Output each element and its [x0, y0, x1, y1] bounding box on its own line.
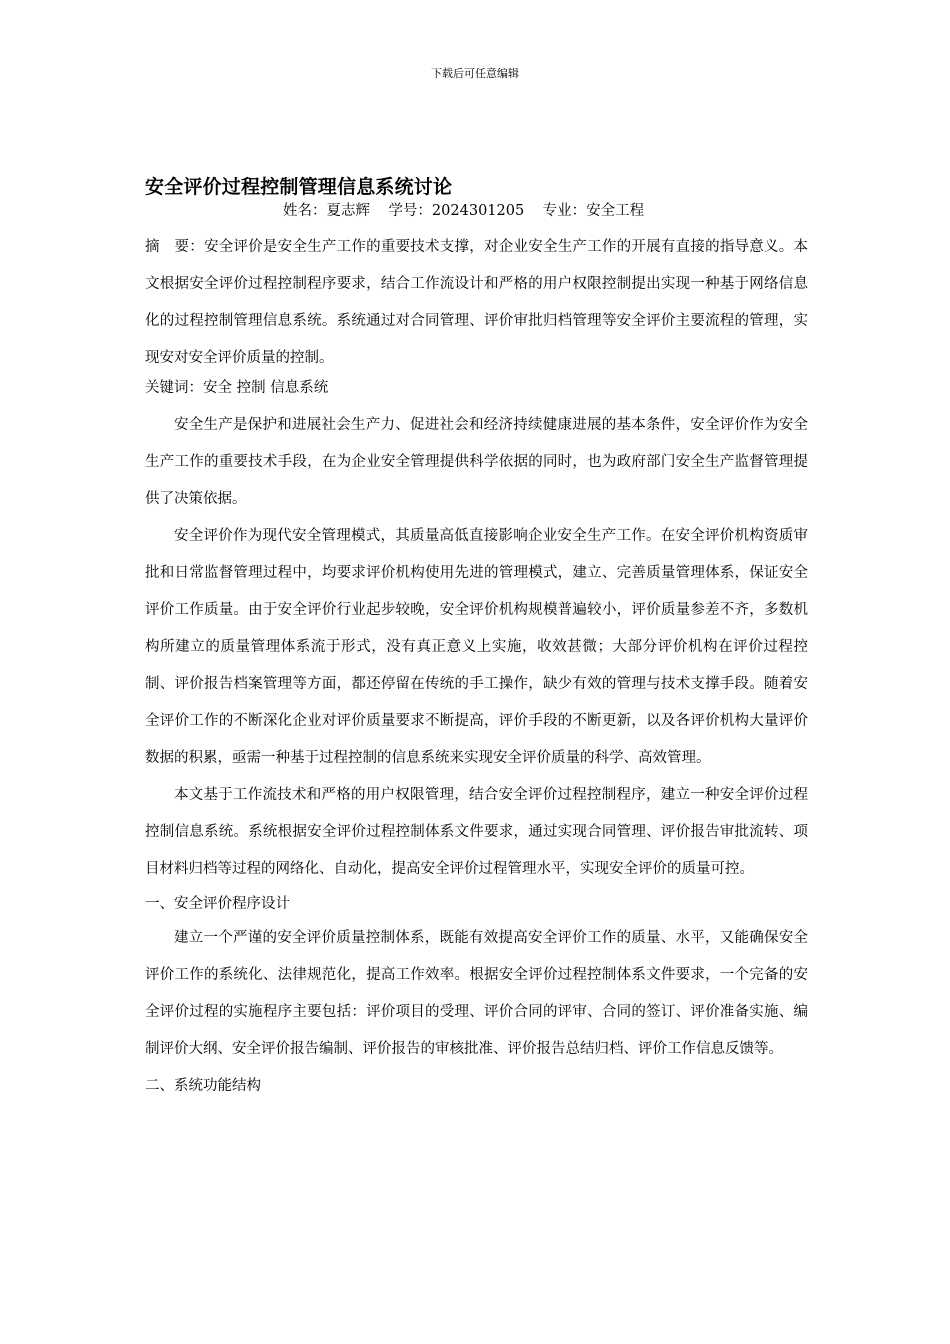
section-heading-1: 一、安全评价程序设计 [145, 896, 290, 912]
abstract-label: 摘 要： [145, 239, 204, 255]
author-line [283, 201, 644, 221]
body-paragraph-3: 本文基于工作流技术和严格的用户权限管理，结合安全评价过程控制程序，建立一种安全评价过程控制信息系统。系统根据安全评价过程控制体系文件要求，通过实现合同管理、评价报告审批流转、项目材料归档等过程的网络化、自动化，提高安全评价过程管理水平，实现安全评价的质量可控。 [145, 787, 808, 877]
body-paragraph-2: 安全评价作为现代安全管理模式，其质量高低直接影响企业安全生产工作。在安全评价机构资质审批和日常监督管理过程中，均要求评价机构使用先进的管理模式，建立、完善质量管理体系，保证安全评价工作质量。由于安全评价行业起步较晚，安全评价机构规模普遍较小，评价质量参差不齐，多数机构所建立的质量管理体系流于形式，没有真正意义上实施，收效甚微；大部分评价机构在评价过程控制、评价报告档案管理等方面，都还停留在传统的手工操作，缺少有效的管理与技术支撑手段。随着安全评价工作的不断深化企业对评价质量要求不断提高，评价手段的不断更新，以及各评价机构大量评价数据的积累，亟需一种基于过程控制的信息系统来实现安全评价质量的科学、高效管理。 [145, 528, 808, 766]
student-id: 学号：2024301205 [388, 203, 525, 219]
author-name: 姓名：夏志辉 [283, 203, 370, 219]
major: 专业：安全工程 [542, 203, 645, 219]
section-heading-2: 二、系统功能结构 [145, 1078, 261, 1094]
section-1-paragraph: 建立一个严谨的安全评价质量控制体系，既能有效提高安全评价工作的质量、水平，又能确保安全评价工作的系统化、法律规范化，提高工作效率。根据安全评价过程控制体系文件要求，一个完备的安全评价过程的实施程序主要包括：评价项目的受理、评价合同的评审、合同的签订、评价准备实施、编制评价大纲、安全评价报告编制、评价报告的审核批准、评价报告总结归档、评价工作信息反馈等。 [145, 930, 808, 1057]
abstract-paragraph [145, 229, 808, 377]
keywords: 关键词：安全 控制 信息系统 [145, 380, 329, 396]
abstract-text: 安全评价是安全生产工作的重要技术支撑，对企业安全生产工作的开展有直接的指导意义。本文根据安全评价过程控制程序要求，结合工作流设计和严格的用户权限控制提出实现一种基于网络信息化的过程控制管理信息系统。系统通过对合同管理、评价审批归档管理等安全评价主要流程的管理，实现安对安全评价质量的控制。 [145, 239, 809, 366]
document-body [145, 229, 808, 1105]
header-note: 下载后可任意编辑 [431, 67, 519, 80]
document-title: 安全评价过程控制管理信息系统讨论 [145, 176, 453, 198]
body-paragraph-1: 安全生产是保护和进展社会生产力、促进社会和经济持续健康进展的基本条件，安全评价作为安全生产工作的重要技术手段，在为企业安全管理提供科学依据的同时，也为政府部门安全生产监督管理提供了决策依据。 [145, 417, 808, 507]
